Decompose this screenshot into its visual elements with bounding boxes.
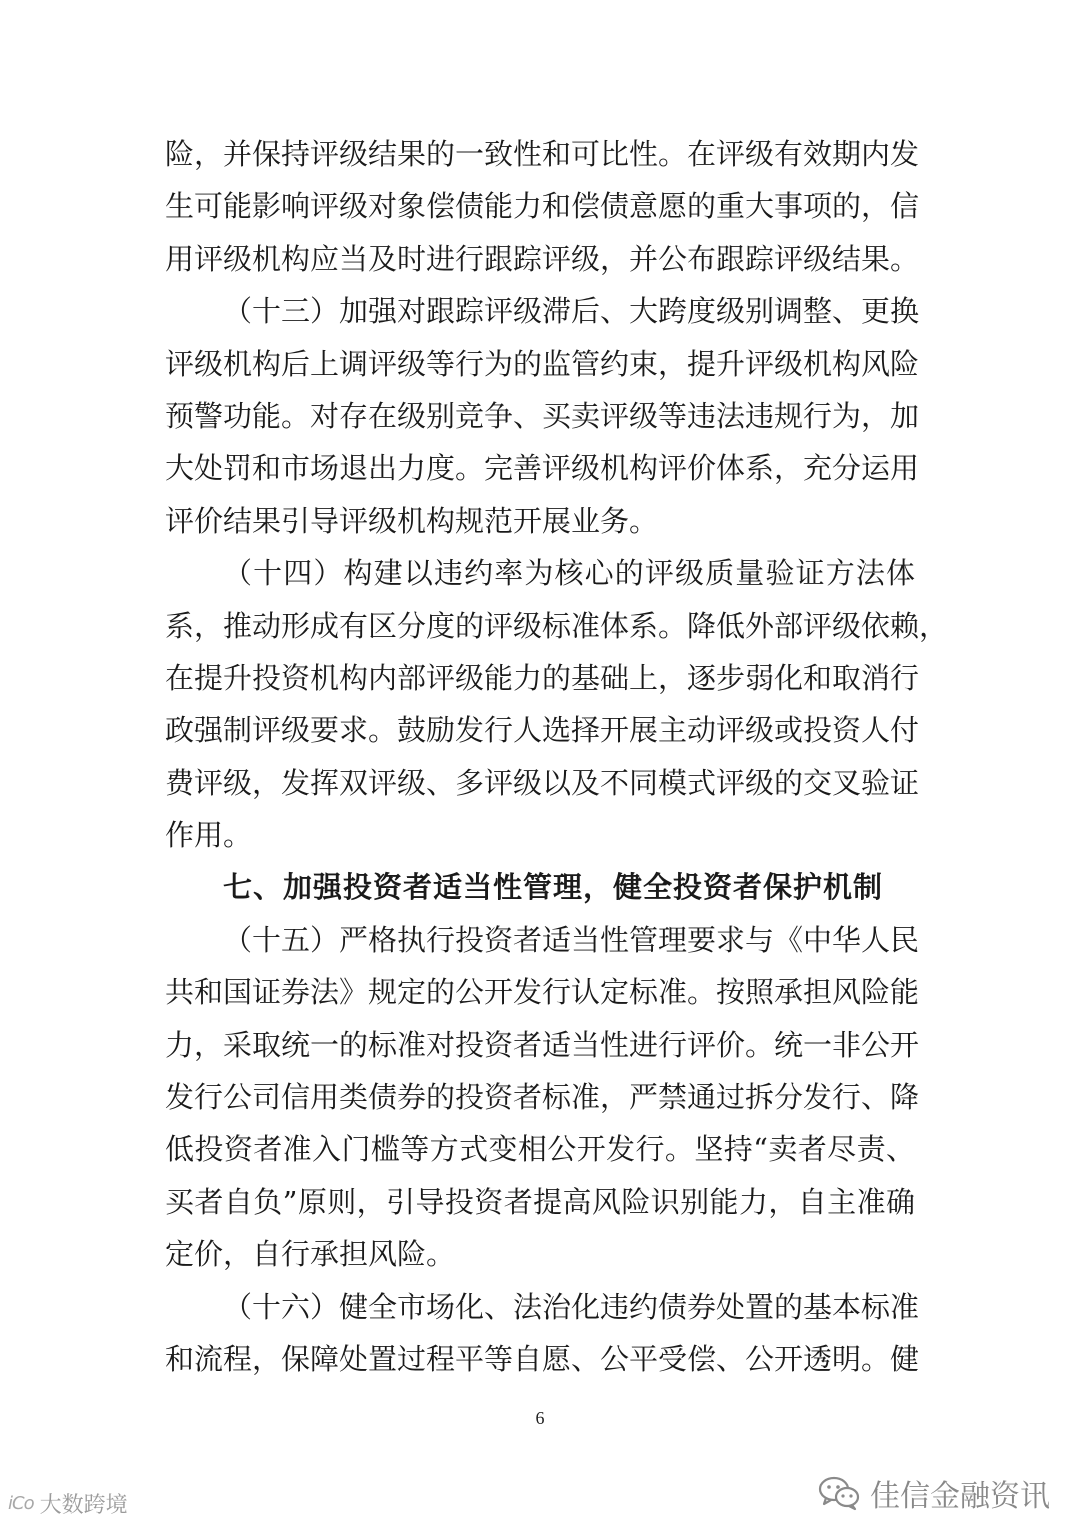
text-line: 评价结果引导评级机构规范开展业务。 [165, 503, 659, 538]
text-line: 低投资者准入门槛等方式变相公开发行。坚持“卖者尽责、 [165, 1132, 915, 1167]
paragraph-start-15: （十五）严格执行投资者适当性管理要求与《中华人民 [223, 922, 920, 957]
paragraph-start-13: （十三）加强对跟踪评级滞后、大跨度级别调整、更换 [223, 294, 920, 329]
watermark-right-text: 佳信金融资讯 [870, 1479, 1050, 1514]
watermark-left [8, 1488, 128, 1519]
text-line: 评级机构后上调评级等行为的监管约束，提升评级机构风险 [165, 346, 920, 381]
text-line: 险，并保持评级结果的一致性和可比性。在评级有效期内发 [165, 137, 920, 171]
text-line: 力，采取统一的标准对投资者适当性进行评价。统一非公开 [165, 1027, 920, 1062]
text-line: 定价，自行承担风险。 [165, 1237, 456, 1272]
text-line: 和流程，保障处置过程平等自愿、公平受偿、公开透明。健 [165, 1341, 920, 1376]
text-line: 系，推动形成有区分度的评级标准体系。降低外部评级依赖， [165, 608, 949, 643]
text-line: 费评级，发挥双评级、多评级以及不同模式评级的交叉验证 [165, 765, 920, 800]
text-line: 大处罚和市场退出力度。完善评级机构评价体系，充分运用 [165, 451, 920, 486]
text-line: 买者自负”原则，引导投资者提高风险识别能力，自主准确 [165, 1184, 915, 1219]
paragraph-start-16: （十六）健全市场化、法治化违约债券处置的基本标准 [223, 1289, 920, 1324]
text-line: 作用。 [165, 818, 253, 853]
section-heading: 七、加强投资者适当性管理，健全投资者保护机制 [223, 870, 884, 905]
text-line: 用评级机构应当及时进行跟踪评级，并公布跟踪评级结果。 [165, 241, 920, 276]
text-line: 预警功能。对存在级别竞争、买卖评级等违法违规行为，加 [165, 398, 920, 433]
paragraph-start-14: （十四）构建以违约率为核心的评级质量验证方法体 [223, 556, 915, 591]
wechat-icon [818, 1475, 860, 1511]
text-line: 共和国证券法》规定的公开发行认定标准。按照承担风险能 [165, 975, 920, 1010]
page-number: 6 [535, 1408, 545, 1428]
text-line: 政强制评级要求。鼓励发行人选择开展主动评级或投资人付 [165, 713, 920, 748]
text-line: 生可能影响评级对象偿债能力和偿债意愿的重大事项的，信 [165, 189, 920, 224]
text-line: 在提升投资机构内部评级能力的基础上，逐步弱化和取消行 [165, 660, 920, 695]
watermark-right [818, 1471, 1050, 1515]
text-line: 发行公司信用类债券的投资者标准，严禁通过拆分发行、降 [165, 1080, 920, 1115]
watermark-logo: iCo [8, 1493, 34, 1514]
watermark-left-text: 大数跨境 [39, 1493, 128, 1518]
document-body [165, 128, 949, 1385]
